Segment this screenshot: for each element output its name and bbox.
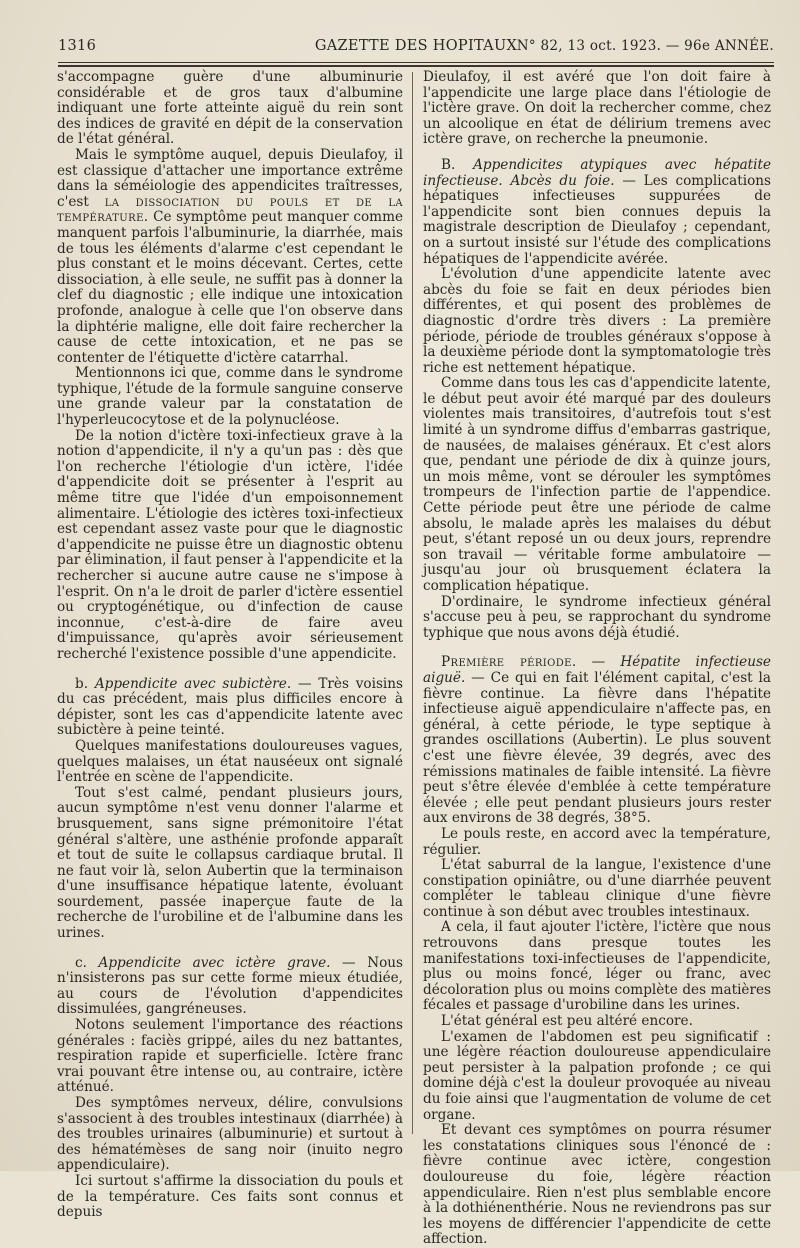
section-label: b. (75, 675, 95, 692)
left-column (57, 70, 403, 1221)
paragraph: L'évolution d'une appendicite latente avec abcès du foie se fait en deux périodes bien différentes, et qui posent des problèmes de diagnostic d'ordre très divers : La première période, période de troubles généraux s'oppose à la deuxième période dont la symptomatologie très riche est nettement hépatique. (423, 266, 771, 376)
paragraph: L'état saburral de la langue, l'existence d'une constipation opiniâtre, ou d'une diarrhée peuvent compléter le tableau clinique d'une fièvre continue à son début avec troubles intestinaux. (423, 857, 771, 920)
header-rule-thin (58, 62, 774, 63)
paragraph-text: Ce symptôme peut manquer comme manquent parfois l'albuminurie, la diarrhée, mais de tous les éléments d'alarme c'est cependant le plus constant et le moins décevant. Certes, cette dissociation, à elle seule, ne suffit pas à donner la clef du diagnostic ; elle indique une intoxication profonde, analogue à celle que l'on observe dans la diphtérie maligne, elle doit faire rechercher la cause de cette intoxication, et ne pas se contenter de l'étiquette d'ictère catarrhal. (57, 209, 403, 366)
paragraph: s'accompagne guère d'une albuminurie considérable et de gros taux d'albumine indiquant une forte atteinte aiguë du rein sont des indices de gravité en dépit de la conservation de l'état général. (57, 69, 403, 148)
paragraph: Mentionnons ici que, comme dans le syndrome typhique, l'étude de la formule sanguine conserve une grande valeur par la constatation de l'hyperleucocytose et de la polynucléose. (57, 365, 403, 429)
paragraph: Des symptômes nerveux, délire, convulsions s'associent à des troubles intestinaux (diarrhée) à des troubles urinaires (albuminurie) et surtout à des hématémèses de sang noir (inuito negro appendiculaire). (57, 1095, 403, 1174)
section-title: Appendicite avec subictère. (94, 675, 292, 692)
paragraph: Dieulafoy, il est avéré que l'on doit faire à l'appendicite une large place dans l'étiologie de l'ictère grave. On doit la rechercher comme, chez un alcoolique en état de délirium tremens avec ictère grave, on recherche la pneumonie. (423, 69, 771, 148)
paragraph-text: — Ce qui en fait l'élément capital, c'est la fièvre continue. La fièvre dans l'hépatite infectieuse aiguë appendiculaire n'affecte pas, en général, à cette période, le type septique à grandes oscillations (Aubertin). Le plus souvent c'est une fièvre élevée, 39 degrés, avec des rémissions matinales de faible intensité. La fièvre peut s'être élevée d'emblée à cette température élevée ; elle peut pendant plusieurs jours rester aux environs de 38 degrés, 38°5. (423, 669, 771, 827)
paragraph: A cela, il faut ajouter l'ictère, l'ictère que nous retrouvons dans presque toutes les manifestations toxi-infectieuses de l'appendicite, plus ou moins foncé, léger ou franc, avec décoloration plus ou moins complète des matières fécales et passage d'urobiline dans les urines. (423, 919, 771, 1014)
section-label: B. (441, 156, 474, 173)
column-divider (412, 72, 413, 1134)
paragraph: L'examen de l'abdomen est peu significatif : une légère réaction douloureuse appendiculaire peut persister à la palpation profonde ; ce qui domine déjà c'est la douleur provoquée au niveau du foie ainsi que l'augmentation de volume de cet organe. (423, 1028, 771, 1123)
section-label: Première période. (441, 654, 577, 671)
paragraph-text: — Nous n'insisterons pas sur cette forme mieux étudiée, au cours de l'évolution d'appendicites dissimulées, gangréneuses. (57, 954, 404, 1018)
paragraph: Et devant ces symptômes on pourra résumer les constatations cliniques sous l'énoncé de : fièvre continue avec ictère, congestion douloureuse du foie, légère réaction appendiculaire. Rien n'est plus semblable encore à la dothiénenthérie. Nous ne reviendrons pas sur les moyens de différencier l'appendicite de cette affection. (423, 1122, 771, 1248)
paragraph: D'ordinaire, le syndrome infectieux général s'accuse peu à peu, se rapprochant du syndrome typhique que nous avons déjà étudié. (423, 593, 771, 641)
section-title: Appendicites atypiques avec hépatite infectieuse. Abcès du foie. (423, 156, 771, 189)
section-paragraph (57, 677, 403, 739)
section-paragraph (57, 956, 403, 1018)
paragraph-text: — Très voisins du cas précédent, mais plus difficiles encore à dépister, sont les cas d'appendicite latente avec subictère à peine teinté. (57, 675, 403, 739)
paragraph: Le pouls reste, en accord avec la température, régulier. (423, 825, 771, 858)
section-title: Appendicite avec ictère grave. (98, 954, 331, 971)
section-paragraph (423, 158, 771, 267)
paragraph-text: Mais le symptôme auquel, depuis Dieulafoy, il est classique d'attacher une importance extrême dans la séméiologie des appendicites traîtresses, c'est (57, 146, 403, 210)
paragraph-text: — Les complications hépatiques infectieuses suppurées de l'appendicite sont bien connues depuis la magistrale description de Dieulafoy ; cependant, on a surtout insisté sur l'étude des complications hépatiques de l'appendicite avérée. (423, 172, 772, 267)
paragraph: Notons seulement l'importance des réactions générales : faciès grippé, ailes du nez battantes, respiration rapide et superficielle. Ictère franc vrai pouvant être intense ou, au contraire, ictère atténué. (57, 1017, 403, 1096)
page-header (58, 38, 774, 60)
paragraph (57, 148, 403, 366)
section-label: c. (75, 954, 99, 971)
header-rule-thick (58, 65, 774, 67)
paragraph: Tout s'est calmé, pendant plusieurs jours, aucun symptôme n'est venu donner l'alarme et brusquement, sans signe prémonitoire l'état général s'altère, une asthénie profonde apparaît et tout de suite le collapsus cardiaque brutal. Il ne faut voir là, selon Aubertin que la terminaison d'une insuffisance hépatique latente, évoluant sourdement, passée inaperçue faute de la recherche de l'urobiline et de l'albumine dans les urines. (57, 784, 403, 942)
issue-info: N° 82, 13 oct. 1923. — 96e ANNÉE. (516, 38, 774, 54)
page-number: 1316 (58, 38, 97, 54)
section-paragraph: Première période. — Hépatite infectieuse aiguë. — Ce qui en fait l'élément capital, c'est la fièvre continue. La fièvre dans l'hépatite infectieuse aiguë appendiculaire n'affecte pas, en général, à cette période, le type septique à grandes oscillations (Aubertin). Le plus souvent c'est une fièvre élevée, 39 degrés, avec des rémissions matinales de faible intensité. La fièvre peut s'être élevée d'emblée à cette température élevée ; elle peut pendant plusieurs jours rester aux environs de 38 degrés, 38°5. (423, 654, 771, 827)
paragraph: Quelques manifestations douloureuses vagues, quelques malaises, un état nauséeux ont signalé l'entrée en scène de l'appendicite. (57, 737, 403, 786)
paragraph: L'état général est peu altéré encore. (441, 1013, 693, 1030)
paragraph: De la notion d'ictère toxi-infectieux grave à la notion d'appendicite, il n'y a qu'un pas : dès que l'on recherche l'étiologie d'un ictère, l'idée d'appendicite doit se présenter à l'esprit au même titre que l'idée d'un empoisonnement alimentaire. L'étiologie des ictères toxi-infectieux est cependant assez vaste pour que le diagnostic d'appendicite ne puisse être un diagnostic obtenu par élimination, il faut penser à l'appendicite et la rechercher si aucune autre cause ne s'impose à l'esprit. On n'a le droit de parler d'ictère essentiel ou cryptogénétique, ou d'infection de cause inconnue, c'est-à-dire de faire aveu d'impuissance, qu'après avoir sérieusement recherché l'existence possible d'une appendicite. (57, 427, 403, 662)
journal-title: GAZETTE DES HOPITAUX (314, 38, 518, 54)
right-column (423, 70, 771, 1248)
section-title: Hépatite infectieuse aiguë. (423, 654, 771, 686)
paragraph: Comme dans tous les cas d'appendicite latente, le début peut avoir été marqué par des douleurs violentes mais transitoires, d'autrefois tout s'est limité à un syndrome diffus d'embarras gastrique, de nausées, de malaises généraux. Et c'est alors que, pendant une période de dix à quinze jours, un mois même, vont se dérouler les symptômes trompeurs de l'infection partie de l'appendice. Cette période peut être une période de calme absolu, le malade après les malaises du début peut, s'étant reposé un ou deux jours, reprendre son travail — véritable forme ambulatoire — jusqu'au jour où brusquement éclatera la complication hépatique. (423, 375, 771, 594)
small-caps-emphasis: la dissociation du pouls et de la température. (57, 193, 404, 226)
paragraph: Ici surtout s'affirme la dissociation du pouls et de la température. Ces faits sont connus et depuis (57, 1172, 403, 1221)
